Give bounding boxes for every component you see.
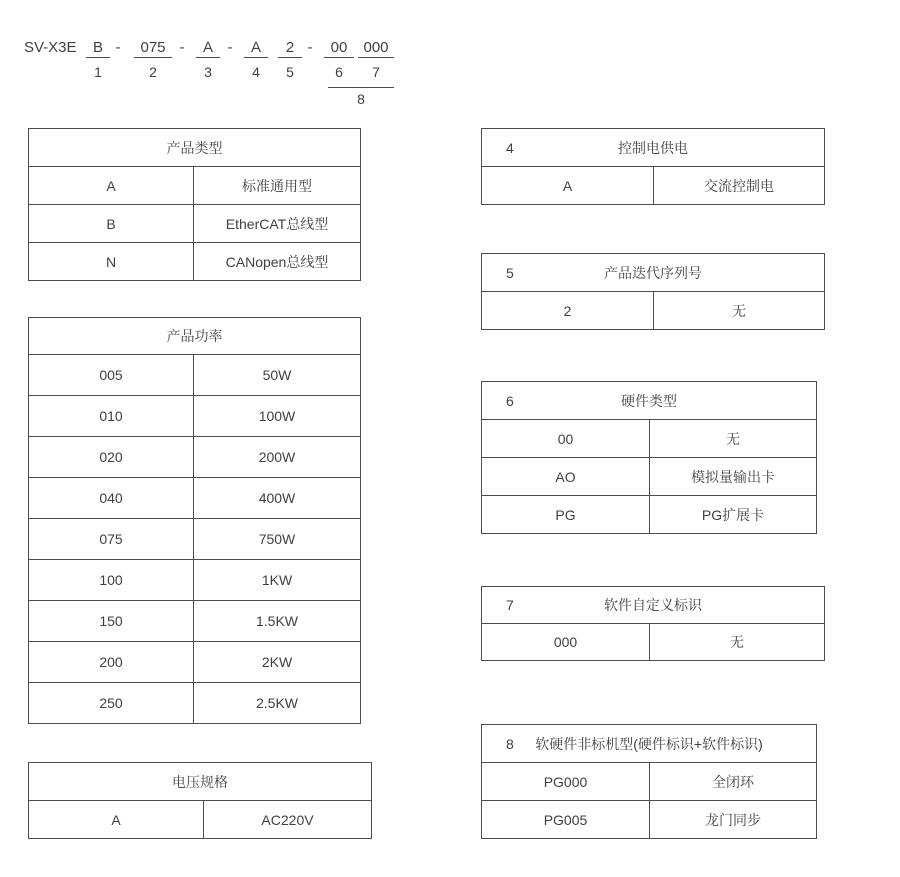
table-index: 7	[506, 597, 514, 613]
table-row	[29, 801, 371, 838]
table-cell-code: 2	[482, 292, 654, 329]
table-title: 产品迭代序列号	[604, 264, 702, 281]
table-cell-desc: 400W	[258, 490, 296, 506]
table-header	[482, 725, 816, 763]
table-header	[29, 763, 371, 801]
table-cell-desc: 无	[732, 302, 746, 319]
table-title: 硬件类型	[621, 392, 677, 409]
table-row	[29, 167, 360, 205]
table-row	[29, 243, 360, 280]
group-underline	[328, 87, 394, 88]
table-cell-desc: 1.5KW	[255, 613, 298, 629]
table-cell-code: 010	[29, 396, 194, 436]
table-row	[482, 496, 816, 533]
product-power-table	[28, 317, 361, 724]
table-cell-code: 020	[29, 437, 194, 477]
table-cell-desc: CANopen总线型	[225, 253, 329, 270]
segment-index-4: 4	[252, 64, 260, 80]
segment-index-3: 3	[204, 64, 212, 80]
model-code-segment-7: 000	[358, 38, 394, 58]
table-title: 产品功率	[166, 328, 223, 344]
table-cell-code: 250	[29, 683, 194, 723]
table-cell-desc: 标准通用型	[242, 177, 312, 194]
table-header	[29, 318, 360, 355]
model-code-prefix: SV-X3E	[24, 39, 77, 56]
table-header	[482, 587, 824, 624]
model-code-segment-4: A	[244, 38, 268, 58]
table-row	[482, 801, 816, 838]
table-cell-desc: 交流控制电	[704, 177, 774, 194]
table-cell-desc: PG扩展卡	[701, 506, 765, 523]
table-header	[482, 254, 824, 292]
table-cell-code: A	[29, 801, 204, 838]
table-row	[482, 167, 824, 204]
table-cell-desc: 1KW	[261, 572, 293, 588]
table-row	[482, 458, 816, 496]
table-cell-code: 000	[482, 624, 650, 660]
table-cell-desc: 200W	[258, 449, 296, 465]
table-row	[482, 420, 816, 458]
table-cell-desc: 全闭环	[712, 773, 754, 790]
table-cell-code: N	[29, 243, 194, 280]
segment-index-1: 1	[94, 64, 102, 80]
voltage-spec-table	[28, 762, 372, 839]
table-cell-code: B	[29, 205, 194, 242]
table-row	[29, 396, 360, 437]
table-row	[29, 642, 360, 683]
segment-index-8: 8	[357, 91, 365, 107]
table-row	[482, 763, 816, 801]
iteration-serial-table	[481, 253, 825, 330]
table-cell-code: 00	[482, 420, 650, 457]
table-title: 软件自定义标识	[604, 597, 702, 613]
table-index: 6	[506, 392, 514, 409]
table-row	[482, 292, 824, 329]
table-header	[29, 129, 360, 167]
table-cell-code: 005	[29, 355, 194, 395]
table-title: 电压规格	[172, 773, 228, 790]
table-row	[29, 205, 360, 243]
table-cell-code: A	[29, 167, 194, 204]
hardware-type-table	[481, 381, 817, 534]
table-row	[29, 560, 360, 601]
segment-index-6: 6	[335, 64, 343, 80]
model-code-segment-5: 2	[278, 38, 302, 58]
model-code-segment-2: 075	[134, 38, 172, 58]
table-cell-desc: AC220V	[261, 811, 314, 828]
table-cell-desc: 750W	[258, 531, 296, 547]
table-cell-desc: 50W	[262, 367, 292, 383]
table-cell-code: AO	[482, 458, 650, 495]
table-cell-desc: 2.5KW	[255, 695, 298, 711]
table-cell-code: 150	[29, 601, 194, 641]
table-row	[482, 624, 824, 660]
table-row	[29, 478, 360, 519]
table-header	[482, 382, 816, 420]
model-code-segment-6: 00	[324, 38, 354, 58]
table-row	[29, 437, 360, 478]
table-title: 产品类型	[166, 139, 223, 156]
table-row	[29, 601, 360, 642]
model-code-separator: -	[307, 39, 313, 56]
table-cell-desc: 2KW	[261, 654, 293, 670]
table-title: 软硬件非标机型(硬件标识+软件标识)	[535, 735, 763, 752]
model-code-separator: -	[179, 39, 185, 56]
table-cell-desc: 龙门同步	[705, 811, 761, 828]
nonstandard-model-table	[481, 724, 817, 839]
model-code-separator: -	[227, 39, 233, 56]
model-code-separator: -	[115, 39, 121, 56]
table-index: 5	[506, 264, 514, 281]
table-row	[29, 355, 360, 396]
table-header	[482, 129, 824, 167]
table-cell-code: PG	[482, 496, 650, 533]
segment-index-7: 7	[372, 64, 380, 80]
table-cell-code: 200	[29, 642, 194, 682]
table-cell-desc: 无	[726, 430, 740, 447]
table-cell-code: 100	[29, 560, 194, 600]
table-cell-code: 075	[29, 519, 194, 559]
table-title: 控制电供电	[618, 139, 688, 156]
control-power-table	[481, 128, 825, 205]
table-row	[29, 683, 360, 723]
table-cell-code: PG005	[482, 801, 650, 838]
table-cell-desc: 模拟量输出卡	[691, 468, 775, 485]
table-cell-code: 040	[29, 478, 194, 518]
segment-index-2: 2	[149, 64, 157, 80]
table-index: 8	[506, 735, 514, 752]
table-cell-code: PG000	[482, 763, 650, 800]
software-custom-id-table	[481, 586, 825, 661]
segment-index-5: 5	[286, 64, 294, 80]
table-cell-desc: EtherCAT总线型	[225, 215, 329, 232]
table-cell-desc: 100W	[258, 408, 296, 424]
model-code-segment-3: A	[196, 38, 220, 58]
product-type-table	[28, 128, 361, 281]
model-code-segment-1: B	[86, 38, 110, 58]
table-cell-desc: 无	[730, 634, 744, 650]
table-cell-code: A	[482, 167, 654, 204]
table-index: 4	[506, 139, 514, 156]
table-row	[29, 519, 360, 560]
